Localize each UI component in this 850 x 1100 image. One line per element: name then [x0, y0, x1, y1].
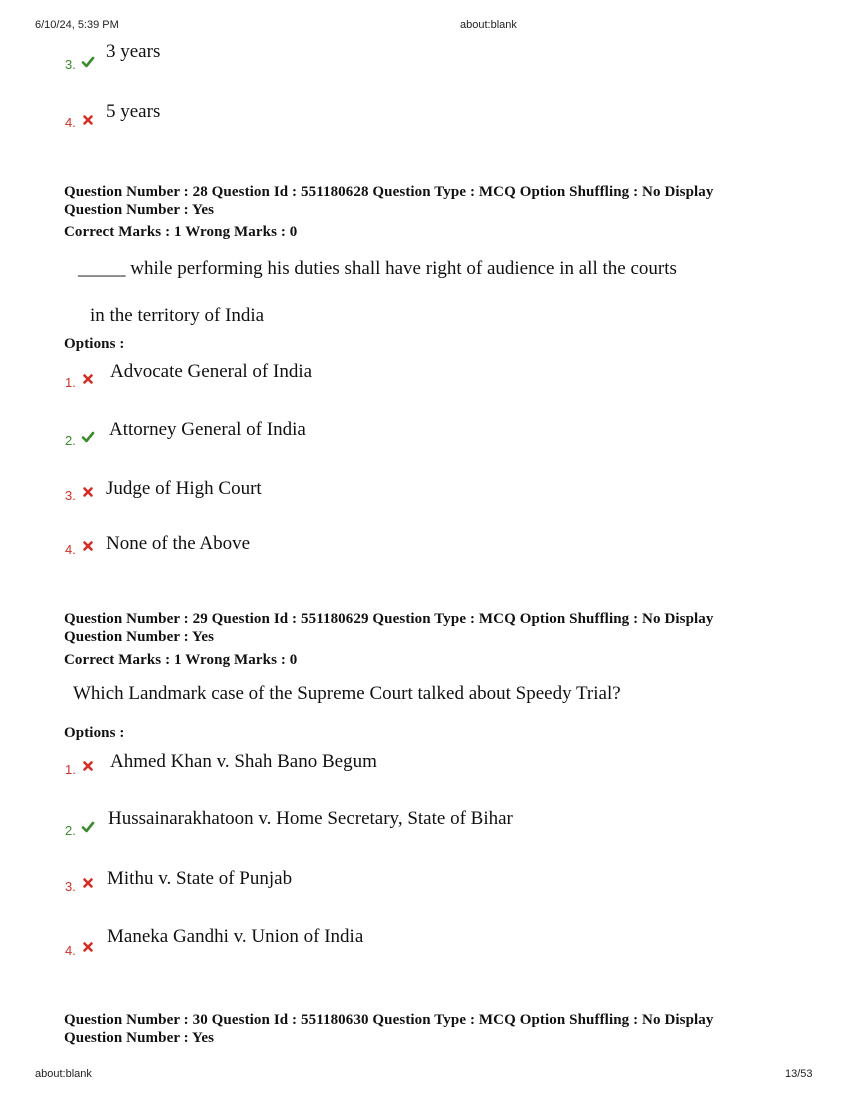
question-meta-line1: Question Number : 28 Question Id : 551180628 Question Type : MCQ Option Shuffling : No Display: [64, 184, 714, 200]
option-text: 3 years: [106, 41, 161, 62]
option-text: None of the Above: [106, 533, 251, 554]
print-page-number: 13/53: [785, 1068, 813, 1080]
option-text: Ahmed Khan v. Shah Bano Begum: [110, 751, 377, 772]
question-meta-line2: Question Number : Yes: [64, 202, 215, 218]
check-icon: [81, 820, 95, 834]
question-meta-line1: Question Number : 29 Question Id : 551180629 Question Type : MCQ Option Shuffling : No Display: [64, 611, 714, 627]
question-meta-line1: Question Number : 30 Question Id : 551180630 Question Type : MCQ Option Shuffling : No Display: [64, 1012, 714, 1028]
option-text: Advocate General of India: [110, 361, 313, 382]
question-marks: Correct Marks : 1 Wrong Marks : 0: [64, 224, 298, 240]
question-text-line2: in the territory of India: [90, 305, 265, 326]
print-footer-url: about:blank: [35, 1068, 92, 1080]
option-number: 3.: [65, 879, 76, 894]
print-datetime: 6/10/24, 5:39 PM: [35, 19, 119, 31]
cross-icon: [81, 372, 95, 386]
cross-icon: [81, 113, 95, 127]
cross-icon: [81, 940, 95, 954]
option-text: Maneka Gandhi v. Union of India: [107, 926, 364, 947]
option-text: Attorney General of India: [109, 419, 306, 440]
question-marks: Correct Marks : 1 Wrong Marks : 0: [64, 652, 298, 668]
options-label: Options :: [64, 725, 125, 741]
cross-icon: [81, 539, 95, 553]
option-text: Judge of High Court: [106, 478, 262, 499]
option-number: 2.: [65, 823, 76, 838]
question-meta-line2: Question Number : Yes: [64, 1030, 215, 1046]
option-number: 4.: [65, 542, 76, 557]
option-number: 2.: [65, 433, 76, 448]
cross-icon: [81, 759, 95, 773]
option-number: 1.: [65, 762, 76, 777]
option-number: 4.: [65, 943, 76, 958]
check-icon: [81, 55, 95, 69]
question-meta-line2: Question Number : Yes: [64, 629, 215, 645]
option-text: Mithu v. State of Punjab: [107, 868, 293, 889]
option-text: 5 years: [106, 101, 161, 122]
check-icon: [81, 430, 95, 444]
option-number: 3.: [65, 57, 76, 72]
question-text-line1: _____ while performing his duties shall have right of audience in all the courts: [78, 258, 677, 279]
question-text-line1: Which Landmark case of the Supreme Court talked about Speedy Trial?: [73, 683, 621, 704]
option-text: Hussainarakhatoon v. Home Secretary, State of Bihar: [108, 808, 513, 829]
print-page-title: about:blank: [460, 19, 517, 31]
cross-icon: [81, 876, 95, 890]
option-number: 3.: [65, 488, 76, 503]
cross-icon: [81, 485, 95, 499]
options-label: Options :: [64, 336, 125, 352]
option-number: 4.: [65, 115, 76, 130]
option-number: 1.: [65, 375, 76, 390]
